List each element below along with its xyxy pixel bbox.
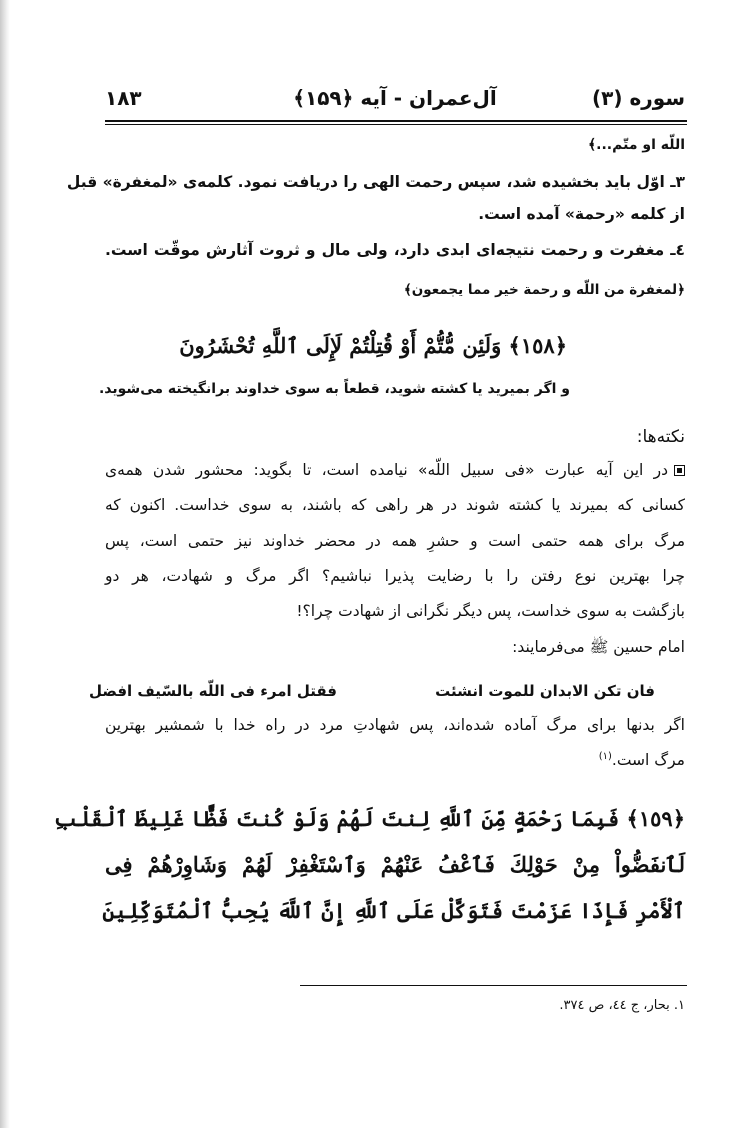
verse-159-line-1: ﴿١٥٩﴾ فَبِمَا رَحْمَةٍ مِّنَ ٱللَّهِ لِنتَ لَهُمْ وَلَوْ كُنتَ فَظًّا غَلِيظَ ٱلْقَلْبِ [53,806,685,831]
notes-heading: نکته‌ها: [636,427,685,447]
poem-hemistich-left: فقتل امرء فی اللّه بالسّیف افضل [89,682,337,700]
bullet-square-icon [674,465,685,476]
note-line-4: چرا بهترین نوع رفتن را با رضایت پذیرا نباشیم؟ اگر مرگ و شهادت، هر دو [105,567,685,585]
footnote-text: ۱. بحار، ج ٤٤، ص ۳۷٤. [559,998,685,1013]
header-title: آل‌عمران - آیه ﴿۱۵۹﴾ [293,86,497,110]
note-line-5: بازگشت به سوی خداست، پس دیگر نگرانی از شهادت چرا؟! [296,602,685,620]
verse-158-translation: و اگر بمیرید یا کشته شوید، قطعاً به سوی خداوند برانگیخته می‌شوید. [98,381,570,397]
point-3-line-2: از کلمه «رحمة» آمده است. [478,205,685,223]
poem-hemistich-right: فان تکن الابدان للموت انشئت [435,682,655,700]
surah-label: سوره (۳) [592,86,685,110]
verse-159-line-3: ٱلْأَمْرِ فَإِذَا عَزَمْتَ فَتَوَكَّلْ عَلَى ٱللَّهِ إِنَّ ٱللَّهَ يُحِبُّ ٱلْمُتَوَكِّلِينَ [102,898,685,923]
note-line-1 [105,461,685,479]
page-number: ۱۸۳ [105,86,142,110]
note-line-3: مرگ برای همه حتمی است و حشرِ همه در محضر خداوند نیز حتمی است، پس [105,532,685,550]
imam-intro: امام حسین ﷺ می‌فرمایند: [512,638,685,656]
header-rule-thin [105,124,687,125]
point-4-line-1: ٤ـ مغفرت و رحمت نتیجه‌ای ابدی دارد، ولی مال و ثروت آثارش موقّت است. [105,241,685,259]
footnote-rule [300,985,687,986]
verse-159-line-2: لَٱنفَضُّواْ مِنْ حَوْلِكَ فَٱعْفُ عَنْهُمْ وَٱسْتَغْفِرْ لَهُمْ وَشَاوِرْهُمْ فِى [105,852,685,877]
continued-quote: اللّه او متّم...﴾ [587,137,685,153]
footnote-marker: (۱) [598,751,612,762]
verse-158-arabic: ﴿١٥٨﴾ وَلَئِن مُّتُّمْ أَوْ قُتِلْتُمْ لَإِلَى ٱللَّهِ تُحْشَرُونَ [179,333,567,358]
poem-translation-line-2-text: مرگ است. [611,751,685,770]
poem-translation-line-2 [599,751,685,769]
point-4-quote: ﴿لمغفرة من اللّه و رحمة خیر مما یجمعون﴾ [403,282,685,298]
note-line-1-text: در این آیه عبارت «فی سبیل اللّه» نیامده است، تا بگوید: محشور شدن همه‌ی [105,461,668,479]
page-edge-shadow [0,0,10,1128]
page-header [105,86,685,118]
point-3-line-1: ۳ـ اوّل باید بخشیده شد، سپس رحمت الهی را دریافت نمود. کلمه‌ی «لمغفرة» قبل [66,173,685,191]
poem-translation-line-1: اگر بدنها برای مرگ آماده شده‌اند، پس شهادتِ مرد در راه خدا با شمشیر بهترین [105,716,685,734]
note-line-2: کسانی که بمیرند یا کشته شوند در هر راهی که باشند، به سوی خداست. اکنون که [105,496,685,514]
header-rule [105,120,687,122]
